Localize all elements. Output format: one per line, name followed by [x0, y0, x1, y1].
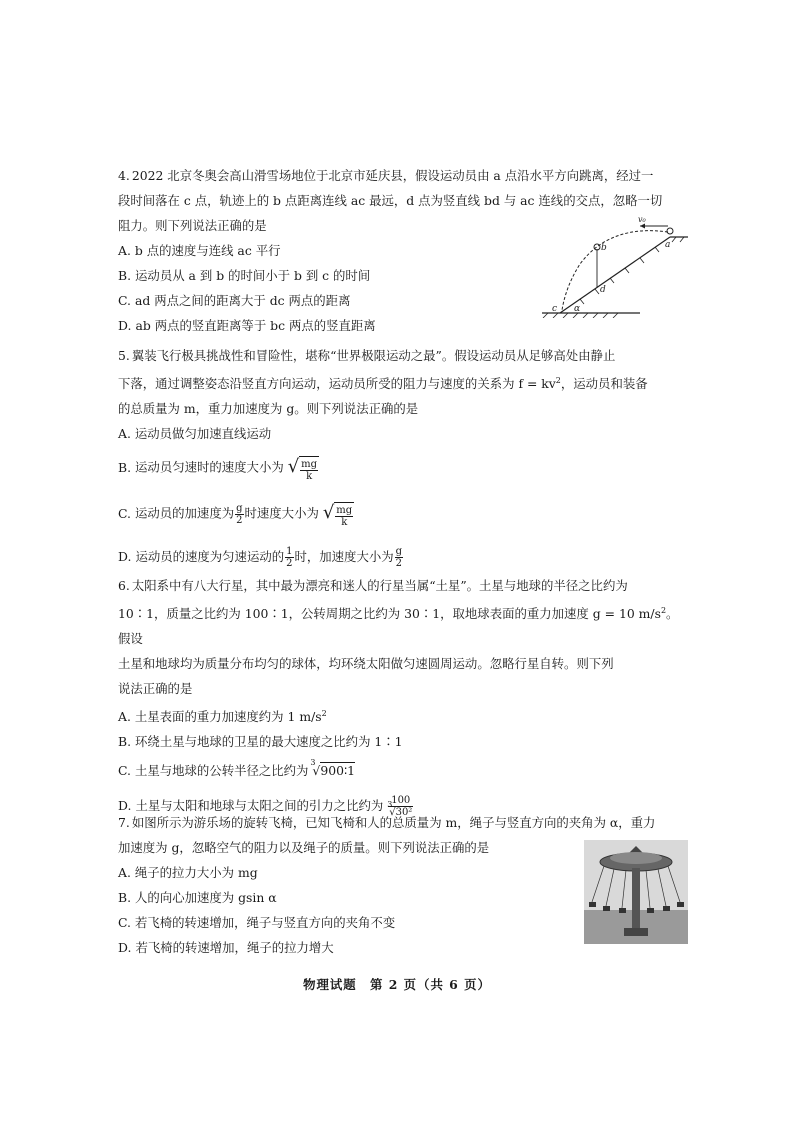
- option-b: [118, 729, 690, 754]
- option-text: 绳子的拉力大小为 mg: [134, 865, 258, 880]
- label-b: b: [601, 243, 607, 253]
- frac-numerator: 1: [286, 546, 293, 558]
- sqrt-expression: √ $\frac{mg}{k}$: [287, 456, 318, 483]
- superscript: 2: [321, 709, 327, 719]
- option-label: B.: [118, 459, 132, 475]
- frac-numerator: mg: [301, 459, 318, 471]
- option-label: D.: [118, 940, 132, 955]
- cube-root-expression: 3 √900∶1: [312, 758, 355, 783]
- question-5: [118, 343, 690, 569]
- option-text: 人的向心加速度为 gsin α: [135, 890, 277, 905]
- stem-text: 太阳系中有八大行星，其中最为漂亮和迷人的行星当属“土星”。土星与地球的半径之比约为: [131, 578, 628, 593]
- option-text: 若飞椅的转速增加，绳子与竖直方向的夹角不变: [134, 915, 396, 930]
- ski-slope-figure: [540, 214, 690, 318]
- root-body: 900∶1: [320, 763, 356, 779]
- label-d: d: [600, 285, 606, 295]
- page-footer: 物理试题 第 2 页（共 6 页）: [303, 977, 491, 992]
- option-label: A.: [118, 709, 131, 725]
- frac-denominator: k: [306, 471, 313, 483]
- stem-text: 下落，通过调整姿态沿竖直方向运动，运动员所受的阻力与速度的关系为 f = kv: [118, 376, 556, 392]
- option-b: [118, 454, 690, 482]
- stem-text: 段时间落在 c 点，轨迹上的 b 点距离连线 ac 最远，d 点为竖直线 bd 与 ac 连线的交点，忽略一切: [118, 193, 663, 208]
- question-5-stem: [118, 343, 690, 421]
- trajectory-dashed: [562, 231, 671, 310]
- option-text: 时速度大小为: [244, 505, 319, 521]
- option-text: 运动员做匀加速直线运动: [134, 426, 272, 442]
- option-text: 时，加速度大小为: [294, 549, 394, 565]
- option-label: B.: [118, 268, 132, 283]
- root-body: 30²: [395, 807, 413, 819]
- option-text: 土星与太阳和地球与太阳之间的引力之比约为: [135, 798, 384, 814]
- question-number: 6.: [118, 578, 130, 593]
- stem-text: 如图所示为游乐场的旋转飞椅，已知飞椅和人的总质量为 m，绳子与竖直方向的夹角为 α，重力: [131, 815, 656, 830]
- root-index: 3: [387, 800, 393, 810]
- slope-hatch: [580, 247, 659, 304]
- stem-text: 加速度为 g，忽略空气的阻力以及绳子的质量。则下列说法正确的是: [118, 840, 490, 855]
- option-label: A.: [118, 865, 131, 880]
- option-a: [118, 421, 690, 446]
- question-number: 5.: [118, 348, 130, 363]
- question-6: [118, 573, 690, 818]
- question-number: 4.: [118, 168, 130, 183]
- label-a: a: [665, 240, 671, 250]
- frac-numerator: g: [236, 502, 243, 514]
- frac-denominator: k: [341, 517, 348, 529]
- option-label: C.: [118, 505, 131, 521]
- option-label: D.: [118, 318, 132, 333]
- option-text: 运动员匀速时的速度大小为: [135, 459, 284, 475]
- frac-denominator: 2: [286, 558, 293, 570]
- option-label: B.: [118, 734, 132, 750]
- sqrt-expression: √ $\frac{mg}{k}$: [322, 502, 353, 529]
- skier-at-a: [667, 228, 673, 234]
- stem-text: 土星和地球均为质量分布均匀的球体，均环绕太阳做匀速圆周运动。忽略行星自转。则下列: [118, 656, 614, 672]
- option-text: 运动员从 a 到 b 的时间小于 b 到 c 的时间: [135, 268, 371, 283]
- label-v0: v₀: [638, 215, 646, 224]
- superscript: 2: [555, 376, 561, 385]
- stem-text: 说法正确的是: [118, 681, 193, 697]
- arrow-head-icon: [640, 224, 645, 229]
- option-text: 土星与地球的公转半径之比约为: [134, 763, 309, 779]
- stem-text: ，运动员和装备: [560, 376, 648, 392]
- frac-denominator: 2: [236, 514, 243, 526]
- option-label: C.: [118, 915, 131, 930]
- option-text: ad 两点之间的距离大于 dc 两点的距离: [134, 293, 351, 308]
- option-a: [118, 701, 690, 729]
- label-alpha: α: [574, 304, 581, 314]
- option-label: C.: [118, 293, 131, 308]
- root-index: 3: [310, 758, 316, 768]
- slope-line: [560, 237, 670, 313]
- option-text: 运动员的加速度为: [134, 505, 235, 521]
- fraction: [285, 546, 293, 569]
- stem-text: 2022 北京冬奥会高山滑雪场地位于北京市延庆县，假设运动员由 a 点沿水平方向跳离，经过一: [131, 168, 654, 183]
- question-number: 7.: [118, 815, 130, 830]
- cube-root-expression: 3 √30²: [387, 800, 413, 819]
- option-d: [118, 544, 690, 569]
- frac-numerator: mg: [336, 505, 353, 517]
- option-label: D.: [118, 549, 132, 565]
- option-label: A.: [118, 426, 131, 442]
- option-text: ab 两点的竖直距离等于 bc 两点的竖直距离: [135, 318, 376, 333]
- stem-text: 10∶1，质量之比约为 100∶1，公转周期之比约为 30∶1，取地球表面的重力加速度 g = 10 m/s: [118, 606, 661, 622]
- question-6-stem: [118, 573, 690, 701]
- stem-text: 。假设: [118, 606, 679, 647]
- stem-text: 的总质量为 m，重力加速度为 g。则下列说法正确的是: [118, 401, 419, 417]
- option-text: b 点的速度与连线 ac 平行: [134, 243, 281, 258]
- frac-numerator: 100: [388, 795, 413, 807]
- option-c: [118, 500, 690, 528]
- fraction: [395, 546, 403, 569]
- option-label: B.: [118, 890, 132, 905]
- option-label: A.: [118, 243, 131, 258]
- fraction: [235, 503, 243, 526]
- option-label: C.: [118, 763, 131, 779]
- swing-ride-photo: [584, 840, 688, 944]
- stem-text: 翼装飞行极具挑战性和冒险性，堪称“世界极限运动之最”。假设运动员从足够高处由静止: [131, 348, 616, 363]
- option-text: 若飞椅的转速增加，绳子的拉力增大: [135, 940, 334, 955]
- frac-numerator: g: [395, 546, 403, 558]
- option-text: 环绕土星与地球的卫星的最大速度之比约为 1∶1: [135, 734, 403, 750]
- frac-denominator: 2: [395, 558, 403, 570]
- label-c: c: [552, 304, 558, 314]
- option-text: 运动员的速度为匀速运动的: [135, 549, 285, 565]
- superscript: 2: [660, 606, 667, 615]
- stem-text: 阻力。则下列说法正确的是: [118, 218, 267, 233]
- option-label: D.: [118, 798, 132, 814]
- option-text: 土星表面的重力加速度约为 1 m/s: [134, 709, 322, 725]
- option-c: [118, 758, 690, 783]
